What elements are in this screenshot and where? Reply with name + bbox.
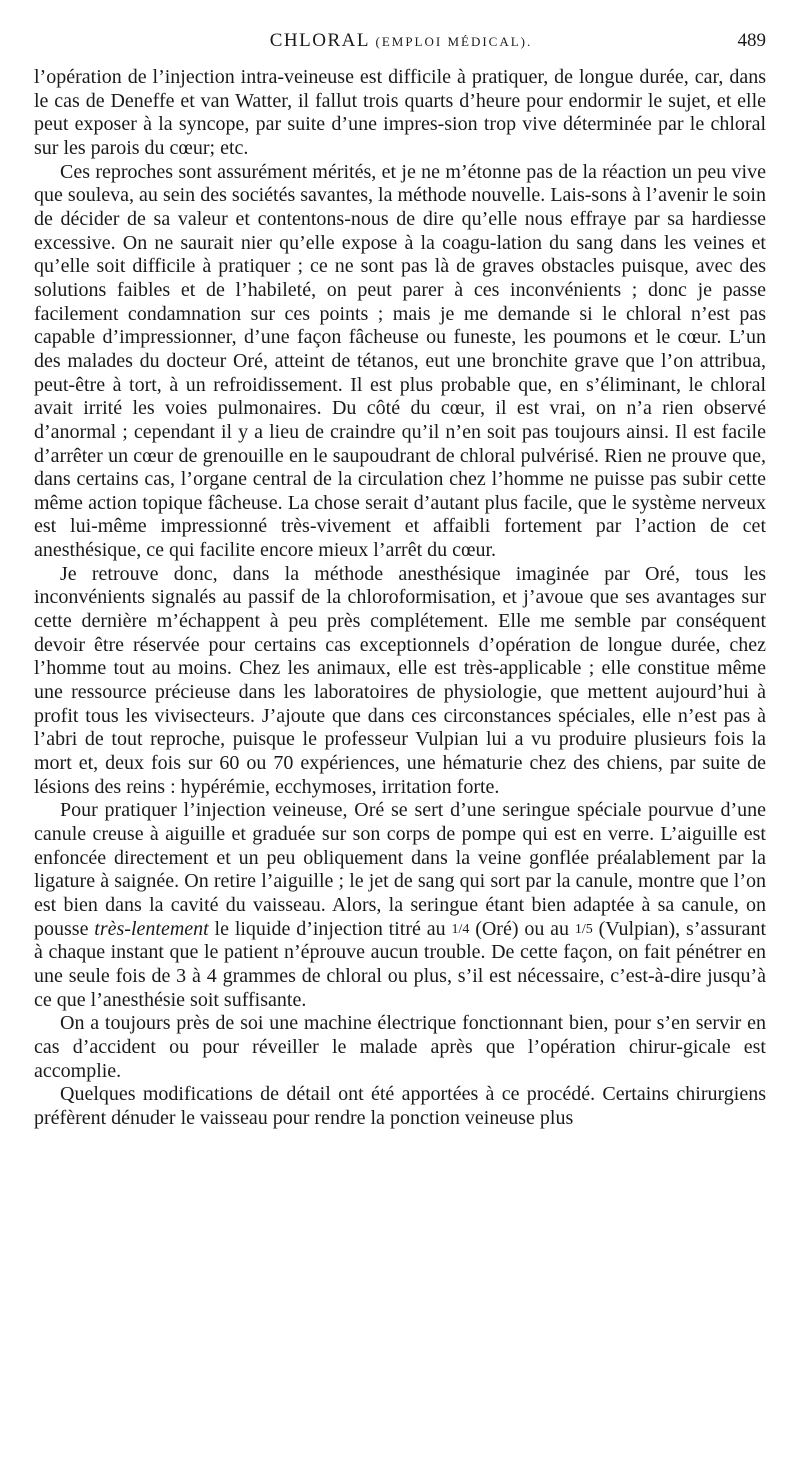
paragraph-4-part-b: le liquide d’injection titré au xyxy=(214,917,446,940)
paragraph-6: Quelques modifications de détail ont été apportées à ce procédé. Certains chirurgiens préfèrent dénuder le vaisseau pour rendre la ponction veineuse plus xyxy=(34,1083,766,1129)
running-title-main: CHLORAL xyxy=(269,30,370,51)
body-text xyxy=(34,66,766,1131)
running-title-subtitle: (EMPLOI MÉDICAL). xyxy=(375,34,533,49)
paragraph-5: On a toujours près de soi une machine électrique fonctionnant bien, pour s’en servir en cas d’accident ou pour réveiller le malade après que l’opération chirur-gicale est accomplie. xyxy=(34,1012,766,1082)
paragraph-4-part-c: (Oré) ou au xyxy=(475,917,570,940)
running-title xyxy=(36,30,766,52)
paragraph-4-part-d: (Vulpian), s’assurant à chaque instant que le patient n’éprouve aucun trouble. De cette façon, on fait pénétrer en une seule fois de 3 à 4 grammes de chloral ou plus, s’il est nécessaire, c’est-à-dire jusqu’à ce que l’anesthésie soit suffisante. xyxy=(34,917,766,1011)
fraction-one-quarter: 1/4 xyxy=(451,921,470,937)
fraction-one-fifth: 1/5 xyxy=(574,921,593,937)
paragraph-4-part-a: Pour pratiquer l’injection veineuse, Oré se sert d’une seringue spéciale pourvue d’une canule creuse à aiguille et graduée sur son corps de pompe qui est en verre. L’aiguille est enfoncée directement et un peu obliquement dans la veine gonflée préalablement par la ligature à saignée. On retire l’aiguille ; le jet de sang qui sort par la canule, montre que l’on est bien dans la cavité du vaisseau. Alors, la seringue étant bien adaptée à sa canule, on pousse xyxy=(34,799,766,940)
paragraph-4 xyxy=(34,799,766,1012)
paragraph-3: Je retrouve donc, dans la méthode anesthésique imaginée par Oré, tous les inconvénients signalés au passif de la chloroformisation, et j’avoue que ses avantages sur cette dernière m’échappent à peu près complétement. Elle me semble par conséquent devoir être réservée pour certains cas exceptionnels d’opération de longue durée, chez l’homme tout au moins. Chez les animaux, elle est très-applicable ; elle constitue même une ressource précieuse dans les laboratoires de physiologie, que mettent aujourd’hui à profit tous les vivisecteurs. J’ajoute que dans ces circonstances spéciales, elle n’est pas à l’abri de tout reproche, puisque le professeur Vulpian lui a vu produire plusieurs fois la mort et, deux fois sur 60 ou 70 expériences, une hématurie chez des chiens, par suite de lésions des reins : hypérémie, ecchymoses, irritation forte. xyxy=(34,562,766,798)
paragraph-1: l’opération de l’injection intra-veineuse est difficile à pratiquer, de longue durée, car, dans le cas de Deneffe et van Watter, il fallut trois quarts d’heure pour endormir le sujet, et elle peut exposer à la syncope, par suite d’une impres-sion trop vive déterminée par le chloral sur les parois du cœur; etc. xyxy=(34,66,766,159)
page-number: 489 xyxy=(737,30,766,51)
page-header xyxy=(36,30,766,58)
emphasis-tres-lentement: très-lentement xyxy=(94,917,209,940)
paragraph-2: Ces reproches sont assurément mérités, et je ne m’étonne pas de la réaction un peu vive que souleva, au sein des sociétés savantes, la méthode nouvelle. Lais-sons à l’avenir le soin de décider de sa valeur et contentons-nous de dire qu’elle nous effraye par sa hardiesse excessive. On ne saurait nier qu’elle expose à la coagu-lation du sang dans les veines et qu’elle soit difficile à pratiquer ; ce ne sont pas là de graves obstacles puisque, avec des solutions faibles et de l’habileté, on peut parer à ces inconvénients ; donc je passe facilement condamnation sur ces points ; mais je me demande si le chloral n’est pas capable d’impressionner, d’une façon fâcheuse ou funeste, les poumons et le cœur. L’un des malades du docteur Oré, atteint de tétanos, eut une bronchite grave que l’on attribua, peut-être à tort, à un refroidissement. Il est plus probable que, en s’éliminant, le chloral avait irrité les voies pulmonaires. Du côté du cœur, il est vrai, on n’a rien observé d’anormal ; cependant il y a lieu de craindre qu’il n’en soit pas toujours ainsi. Il est facile d’arrêter un cœur de grenouille en le saupoudrant de chloral pulvérisé. Rien ne prouve que, dans certains cas, l’organe central de la circulation chez l’homme ne puisse pas subir cette même action topique fâcheuse. La chose serait d’autant plus facile, que le système nerveux est lui-même impressionné très-vivement et affaibli fortement par l’action de cet anesthésique, ce qui facilite encore mieux l’arrêt du cœur. xyxy=(34,160,766,562)
